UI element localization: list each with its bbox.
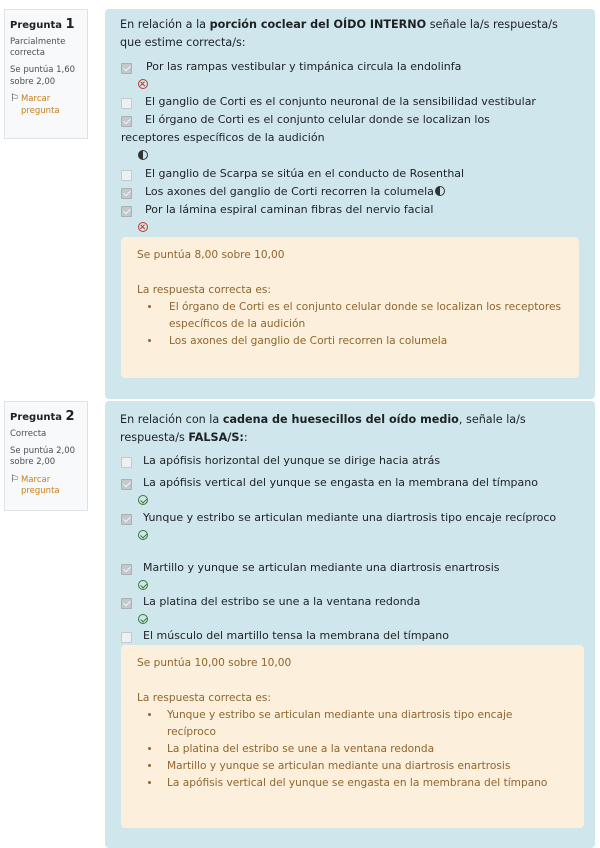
answer-option[interactable] xyxy=(121,509,581,543)
correct-icon xyxy=(121,492,581,508)
feedback-answer: • Yunque y estribo se articulan mediante una diartrosis tipo encaje recíproco xyxy=(161,707,558,741)
answer-label: La apófisis vertical del yunque se engasta en la membrana del tímpano xyxy=(143,476,538,489)
answer-checkbox[interactable] xyxy=(121,457,132,468)
answer-label: Martillo y yunque se articulan mediante una diartrosis enartrosis xyxy=(143,561,500,574)
answer-label: Por las rampas vestibular y timpánica circula la endolinfa xyxy=(146,60,462,73)
answer-label: El ganglio de Corti es el conjunto neuronal de la sensibilidad vestibular xyxy=(145,95,536,108)
correct-icon xyxy=(121,611,581,627)
answer-option[interactable] xyxy=(121,474,581,508)
answer-checkbox[interactable] xyxy=(121,98,132,109)
feedback-answer: • La apófisis vertical del yunque se engasta en la membrana del tímpano xyxy=(161,775,558,792)
answer-label: El ganglio de Scarpa se sitúa en el conducto de Rosenthal xyxy=(145,167,465,180)
feedback-answer-list xyxy=(137,299,563,350)
incorrect-icon xyxy=(121,76,576,92)
feedback-title: La respuesta correcta es: xyxy=(137,283,271,296)
answer-label: Yunque y estribo se articulan mediante una diartrosis tipo encaje recíproco xyxy=(143,511,557,524)
answer-label: El músculo del martillo tensa la membrana del tímpano xyxy=(143,629,449,642)
feedback-answer-list xyxy=(137,707,568,792)
feedback-box xyxy=(121,645,584,828)
answer-option[interactable] xyxy=(121,111,576,163)
question-text-bold-2: FALSA/S: xyxy=(188,430,244,444)
answer-option[interactable] xyxy=(121,183,576,201)
flag-question-label[interactable]: Marcar pregunta xyxy=(20,94,60,116)
answer-checkbox[interactable] xyxy=(121,632,132,643)
answer-option[interactable] xyxy=(121,559,581,593)
flag-icon[interactable]: ⚐ xyxy=(10,473,19,485)
answer-label xyxy=(132,183,445,201)
partial-icon xyxy=(121,147,576,163)
flag-question-label[interactable]: Marcar pregunta xyxy=(20,474,60,497)
answer-label: Por la lámina espiral caminan fibras del nervio facial xyxy=(145,203,434,216)
answer-checkbox[interactable] xyxy=(121,188,132,199)
answer-option[interactable] xyxy=(121,165,576,183)
answer-checkbox[interactable] xyxy=(121,514,132,525)
answer-option[interactable] xyxy=(121,58,576,92)
answer-option[interactable] xyxy=(121,452,581,470)
question-text xyxy=(105,411,595,447)
question-content-1 xyxy=(105,9,595,399)
flag-question-link[interactable] xyxy=(10,94,83,117)
question-info-1 xyxy=(4,9,88,139)
flag-question-link[interactable] xyxy=(10,475,83,498)
question-text-bold: cadena de huesecillos del oído medio xyxy=(222,413,459,426)
answer-option[interactable] xyxy=(121,593,581,627)
correct-icon xyxy=(121,527,581,543)
answer-checkbox[interactable] xyxy=(121,564,132,575)
correct-icon xyxy=(121,577,581,593)
question-info-2 xyxy=(4,401,88,511)
flag-icon[interactable]: ⚐ xyxy=(10,93,19,105)
feedback-answer: • Los axones del ganglio de Corti recorren la columela xyxy=(161,333,563,350)
answer-checkbox[interactable] xyxy=(121,206,132,217)
question-content-2 xyxy=(105,401,595,848)
feedback-title: La respuesta correcta es: xyxy=(137,691,271,704)
question-grade: Se puntúa 2,00 sobre 2,00 xyxy=(10,446,76,468)
feedback-box xyxy=(121,237,579,378)
feedback-answer: • La platina del estribo se une a la ventana redonda xyxy=(161,741,558,758)
question-text xyxy=(105,16,595,52)
feedback-answer: • El órgano de Corti es el conjunto celular donde se localizan los receptores específicos de la audición xyxy=(161,299,563,333)
answer-checkbox[interactable] xyxy=(121,116,132,127)
answer-option[interactable] xyxy=(121,93,576,111)
answer-text: Los axones del ganglio de Corti recorren la columela xyxy=(145,185,434,198)
answer-checkbox[interactable] xyxy=(121,479,132,490)
question-text-start: En relación a la xyxy=(120,18,210,31)
question-number-value: 1 xyxy=(65,17,75,32)
answer-option[interactable] xyxy=(121,627,581,645)
question-state: Parcialmente correcta xyxy=(10,36,66,59)
answer-option[interactable] xyxy=(121,201,576,235)
feedback-answer: • Martillo y yunque se articulan mediante una diartrosis enartrosis xyxy=(161,758,558,775)
question-label: Pregunta xyxy=(10,20,62,31)
partial-icon xyxy=(435,186,445,196)
question-grade: Se puntúa 1,60 sobre 2,00 xyxy=(10,65,76,87)
question-text-middle: , señale la/s respuesta/s xyxy=(120,413,526,444)
answer-checkbox[interactable] xyxy=(121,598,132,609)
question-number-value: 2 xyxy=(65,409,75,424)
question-text-bold: porción coclear del OÍDO INTERNO xyxy=(209,18,427,31)
question-label: Pregunta xyxy=(10,412,62,423)
question-number xyxy=(10,408,83,426)
question-text-end: señale la/s respuesta/s que estime correcta/s: xyxy=(120,18,558,49)
answer-checkbox[interactable] xyxy=(121,170,132,181)
answer-checkbox[interactable] xyxy=(121,63,132,74)
question-text-start: En relación con la xyxy=(120,413,223,426)
question-state: Correcta xyxy=(10,428,47,439)
answer-label: La apófisis horizontal del yunque se dirige hacia atrás xyxy=(143,454,441,467)
feedback-grade: Se puntúa 8,00 sobre 10,00 xyxy=(137,249,285,261)
question-number xyxy=(10,16,83,34)
answer-label: La platina del estribo se une a la ventana redonda xyxy=(143,595,421,608)
question-text-end: : xyxy=(243,430,248,444)
answer-label: El órgano de Corti es el conjunto celular donde se localizan los receptores específicos de la audición xyxy=(121,113,490,145)
incorrect-icon xyxy=(121,219,576,235)
feedback-grade: Se puntúa 10,00 sobre 10,00 xyxy=(137,657,292,669)
